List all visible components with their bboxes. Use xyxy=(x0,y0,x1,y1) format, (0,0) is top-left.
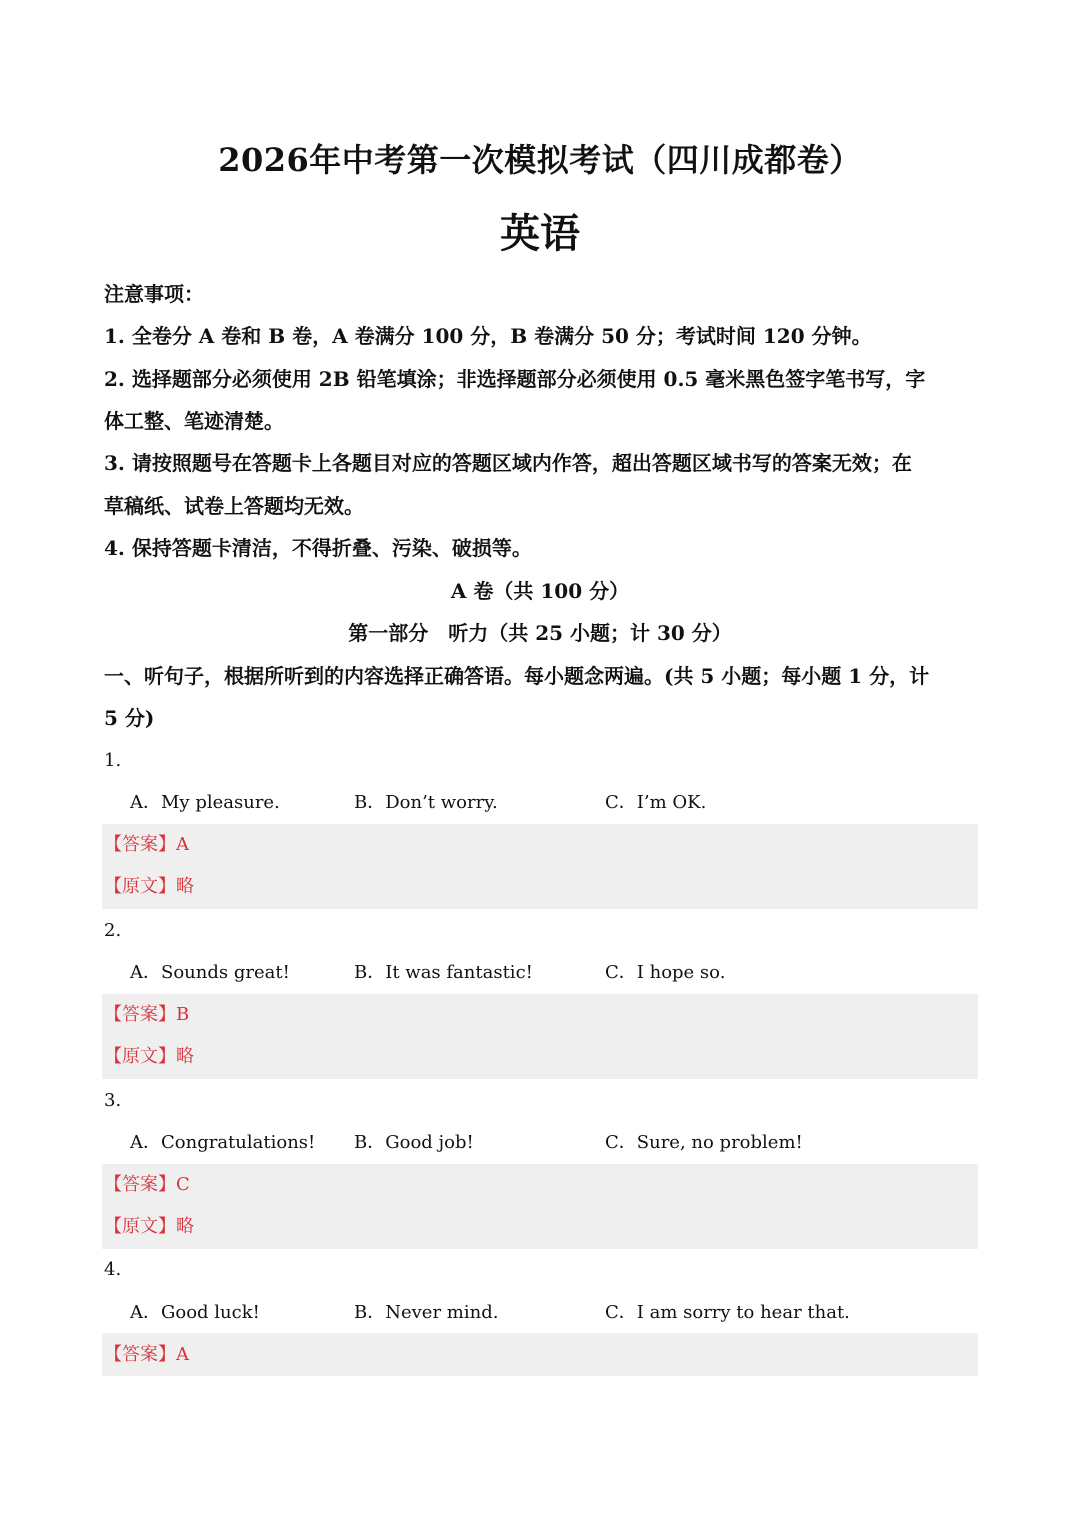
option-a: A．Congratulations! xyxy=(130,1132,316,1153)
notes-heading: 注意事项： xyxy=(104,282,204,306)
section-instruction-cont: 5 分) xyxy=(104,706,155,730)
source-text: 【原文】略 xyxy=(104,1046,194,1067)
question-number: 1. xyxy=(104,750,122,771)
question-number: 4. xyxy=(104,1259,122,1280)
option-c: C．I hope so. xyxy=(605,962,726,983)
answer-text: 【答案】A xyxy=(104,834,189,855)
source-text: 【原文】略 xyxy=(104,876,194,897)
answer-text: 【答案】C xyxy=(104,1174,190,1195)
option-c: C．Sure, no problem! xyxy=(605,1132,803,1153)
option-a: A．My pleasure. xyxy=(130,792,280,813)
answer-box xyxy=(102,824,978,909)
option-b: B．Never mind. xyxy=(354,1302,499,1323)
section-instruction: 一、听句子，根据所听到的内容选择正确答语。每小题念两遍。(共 5 小题；每小题 1 分，计 xyxy=(104,664,930,688)
source-text: 【原文】略 xyxy=(104,1216,194,1237)
note-line-2-cont: 体工整、笔迹清楚。 xyxy=(104,409,284,433)
note-line-2: 2. 选择题部分必须使用 2B 铅笔填涂；非选择题部分必须使用 0.5 毫米黑色签字笔书写，字 xyxy=(104,367,926,391)
option-c: C．I am sorry to hear that. xyxy=(605,1302,850,1323)
part-one-heading: 第一部分 听力（共 25 小题；计 30 分） xyxy=(348,621,732,645)
exam-title: 2026年中考第一次模拟考试（四川成都卷） xyxy=(218,141,862,179)
answer-box xyxy=(102,994,978,1079)
option-b: B．It was fantastic! xyxy=(354,962,533,983)
subject-title: 英语 xyxy=(500,211,580,257)
option-a: A．Sounds great! xyxy=(130,962,290,983)
option-c: C．I’m OK. xyxy=(605,792,707,813)
note-line-4: 4. 保持答题卡清洁，不得折叠、污染、破损等。 xyxy=(104,536,532,560)
note-line-3-cont: 草稿纸、试卷上答题均无效。 xyxy=(104,494,364,518)
answer-text: 【答案】A xyxy=(104,1344,189,1365)
note-line-1: 1. 全卷分 A 卷和 B 卷，A 卷满分 100 分，B 卷满分 50 分；考试时间 120 分钟。 xyxy=(104,324,872,348)
option-b: B．Don’t worry. xyxy=(354,792,498,813)
option-b: B．Good job! xyxy=(354,1132,474,1153)
question-number: 3. xyxy=(104,1090,122,1111)
question-number: 2. xyxy=(104,920,122,941)
answer-box xyxy=(102,1333,978,1376)
paper-a-heading: A 卷（共 100 分） xyxy=(450,579,630,603)
option-a: A．Good luck! xyxy=(130,1302,260,1323)
answer-box xyxy=(102,1164,978,1249)
note-line-3: 3. 请按照题号在答题卡上各题目对应的答题区域内作答，超出答题区域书写的答案无效；在 xyxy=(104,451,912,475)
answer-text: 【答案】B xyxy=(104,1004,190,1025)
